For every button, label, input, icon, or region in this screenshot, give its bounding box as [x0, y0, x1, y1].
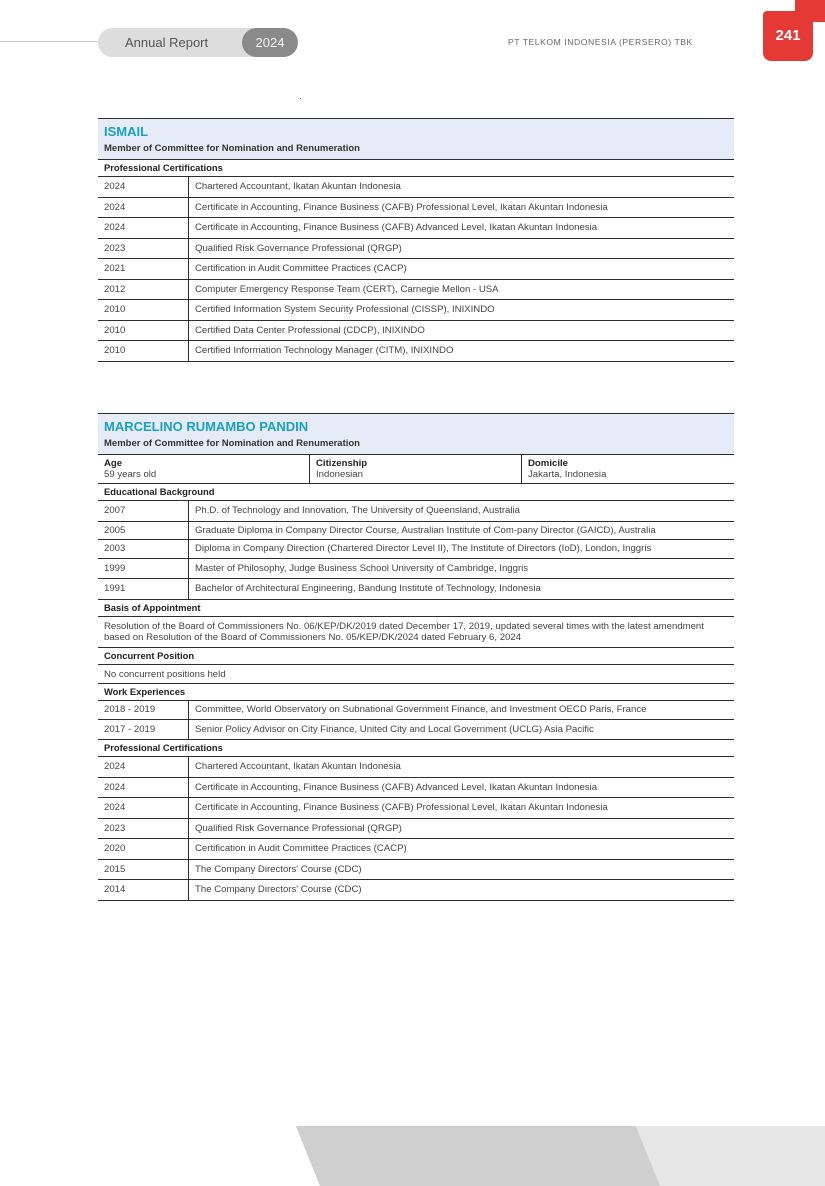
profile-role: Member of Committee for Nomination and Renumeration — [104, 438, 360, 449]
row-year: 2024 — [98, 798, 189, 818]
row-text: Certification in Audit Committee Practices (CACP) — [195, 843, 407, 854]
row-text: Qualified Risk Governance Professional (QRGP) — [195, 242, 402, 254]
row-year: 2023 — [98, 239, 189, 259]
row-text: Certification in Audit Committee Practices (CACP) — [195, 263, 407, 274]
table-row — [98, 280, 734, 301]
row-text: Certified Information Technology Manager (CITM), INIXINDO — [195, 345, 454, 356]
row-year: 2020 — [98, 839, 189, 859]
certifications-table — [98, 177, 734, 362]
section-title-certifications: Professional Certifications — [98, 159, 734, 177]
row-year: 2017 - 2019 — [98, 720, 189, 740]
row-text: Master of Philosophy, Judge Business School University of Cambridge, Inggris — [195, 562, 529, 574]
row-year: 2018 - 2019 — [98, 701, 189, 719]
report-year: 2024 — [242, 28, 298, 57]
table-row — [98, 559, 734, 580]
table-row — [98, 880, 734, 901]
row-text: Computer Emergency Response Team (CERT), Carnegie Mellon - USA — [195, 283, 499, 295]
education-table — [98, 501, 734, 600]
profile-name: ISMAIL — [104, 124, 149, 139]
row-text: Certificate in Accounting, Finance Business (CAFB) Professional Level, Ikatan Akuntan Indonesia — [195, 201, 608, 213]
profile-ismail — [98, 118, 734, 362]
page-number: 241 — [763, 11, 813, 61]
row-text: Committee, World Observatory on Subnational Government Finance, and Investment OECD Paris, France — [195, 704, 647, 715]
table-row — [98, 522, 734, 541]
table-row — [98, 860, 734, 881]
work-table — [98, 701, 734, 740]
row-text: The Company Directors' Course (CDC) — [195, 863, 362, 875]
table-row — [98, 720, 734, 741]
report-label: Annual Report — [98, 28, 266, 57]
row-year: 2003 — [98, 540, 189, 558]
row-text: Qualified Risk Governance Professional (QRGP) — [195, 822, 402, 834]
section-title-basis: Basis of Appointment — [98, 600, 734, 617]
table-row — [98, 177, 734, 198]
table-row — [98, 701, 734, 720]
row-year: 1991 — [98, 579, 189, 599]
personal-info — [98, 454, 734, 484]
table-row — [98, 839, 734, 860]
table-row — [98, 819, 734, 840]
table-row — [98, 798, 734, 819]
table-row — [98, 778, 734, 799]
concurrent-position-text: No concurrent positions held — [98, 665, 734, 685]
profile-role: Member of Committee for Nomination and Renumeration — [104, 143, 360, 154]
row-year: 2024 — [98, 198, 189, 218]
footer-shape-light — [636, 1126, 825, 1186]
stray-dot — [300, 98, 301, 99]
row-year: 2014 — [98, 880, 189, 900]
table-row — [98, 757, 734, 778]
table-row — [98, 540, 734, 559]
table-row — [98, 579, 734, 600]
company-name: PT TELKOM INDONESIA (PERSERO) TBK — [508, 37, 693, 47]
row-text: Ph.D. of Technology and Innovation, The University of Queensland, Australia — [195, 505, 520, 516]
row-year: 2010 — [98, 321, 189, 341]
citizenship-cell — [309, 455, 521, 483]
domicile-label: Domicile — [528, 458, 568, 469]
row-text: Certified Data Center Professional (CDCP), INIXINDO — [195, 324, 425, 336]
row-year: 2023 — [98, 819, 189, 839]
table-row — [98, 259, 734, 280]
row-text: Graduate Diploma in Company Director Course, Australian Institute of Com-pany Director (GAICD), Australia — [195, 524, 656, 536]
table-row — [98, 198, 734, 219]
profile-name: MARCELINO RUMAMBO PANDIN — [104, 419, 309, 434]
basis-of-appointment-text: Resolution of the Board of Commissioners No. 06/KEP/DK/2019 dated December 17, 2019, updated several times with the latest amendment based on Resolution of the Board of Commissioners No. 05/KEP/DK/2024 dated February 6, 2024 — [98, 617, 734, 648]
row-year: 2024 — [98, 778, 189, 798]
row-year: 2012 — [98, 280, 189, 300]
profile-header — [98, 413, 734, 454]
row-text: Chartered Accountant, Ikatan Akuntan Indonesia — [195, 181, 401, 192]
profile-header — [98, 118, 734, 159]
section-title-concurrent: Concurrent Position — [98, 648, 734, 665]
row-text: Chartered Accountant, Ikatan Akuntan Indonesia — [195, 761, 401, 772]
row-text: Senior Policy Advisor on City Finance, United City and Local Government (UCLG) Asia Pacific — [195, 723, 594, 735]
section-title-work: Work Experiences — [98, 684, 734, 701]
table-row — [98, 239, 734, 260]
profile-marcelino — [98, 413, 734, 901]
row-year: 2024 — [98, 757, 189, 777]
certifications-table — [98, 757, 734, 901]
citizenship-label: Citizenship — [316, 458, 368, 469]
table-row — [98, 321, 734, 342]
citizenship-value: Indonesian — [316, 469, 363, 480]
row-year: 2015 — [98, 860, 189, 880]
row-text: Certificate in Accounting, Finance Business (CAFB) Professional Level, Ikatan Akuntan Indonesia — [195, 802, 608, 813]
section-title-certifications: Professional Certifications — [98, 740, 734, 757]
row-text: Certificate in Accounting, Finance Business (CAFB) Advanced Level, Ikatan Akuntan Indonesia — [195, 781, 598, 793]
row-year: 2024 — [98, 177, 189, 197]
header-rule — [0, 41, 110, 42]
row-year: 2024 — [98, 218, 189, 238]
row-text: Certified Information System Security Professional (CISSP), INIXINDO — [195, 304, 495, 315]
age-value: 59 years old — [104, 469, 157, 480]
row-text: Diploma in Company Direction (Chartered Director Level II), The Institute of Directors (IoD), London, Inggris — [195, 543, 652, 554]
row-year: 1999 — [98, 559, 189, 579]
row-year: 2010 — [98, 341, 189, 361]
domicile-cell — [521, 455, 734, 483]
age-label: Age — [104, 458, 123, 469]
row-year: 2007 — [98, 501, 189, 521]
row-year: 2005 — [98, 522, 189, 540]
age-cell — [98, 455, 309, 483]
row-text: Certificate in Accounting, Finance Business (CAFB) Advanced Level, Ikatan Akuntan Indonesia — [195, 222, 598, 233]
row-text: Bachelor of Architectural Engineering, Bandung Institute of Technology, Indonesia — [195, 583, 541, 594]
domicile-value: Jakarta, Indonesia — [528, 469, 607, 480]
table-row — [98, 300, 734, 321]
row-year: 2010 — [98, 300, 189, 320]
table-row — [98, 218, 734, 239]
row-year: 2021 — [98, 259, 189, 279]
section-title-education: Educational Background — [98, 484, 734, 501]
row-text: The Company Directors' Course (CDC) — [195, 884, 362, 895]
table-row — [98, 341, 734, 362]
table-row — [98, 501, 734, 522]
